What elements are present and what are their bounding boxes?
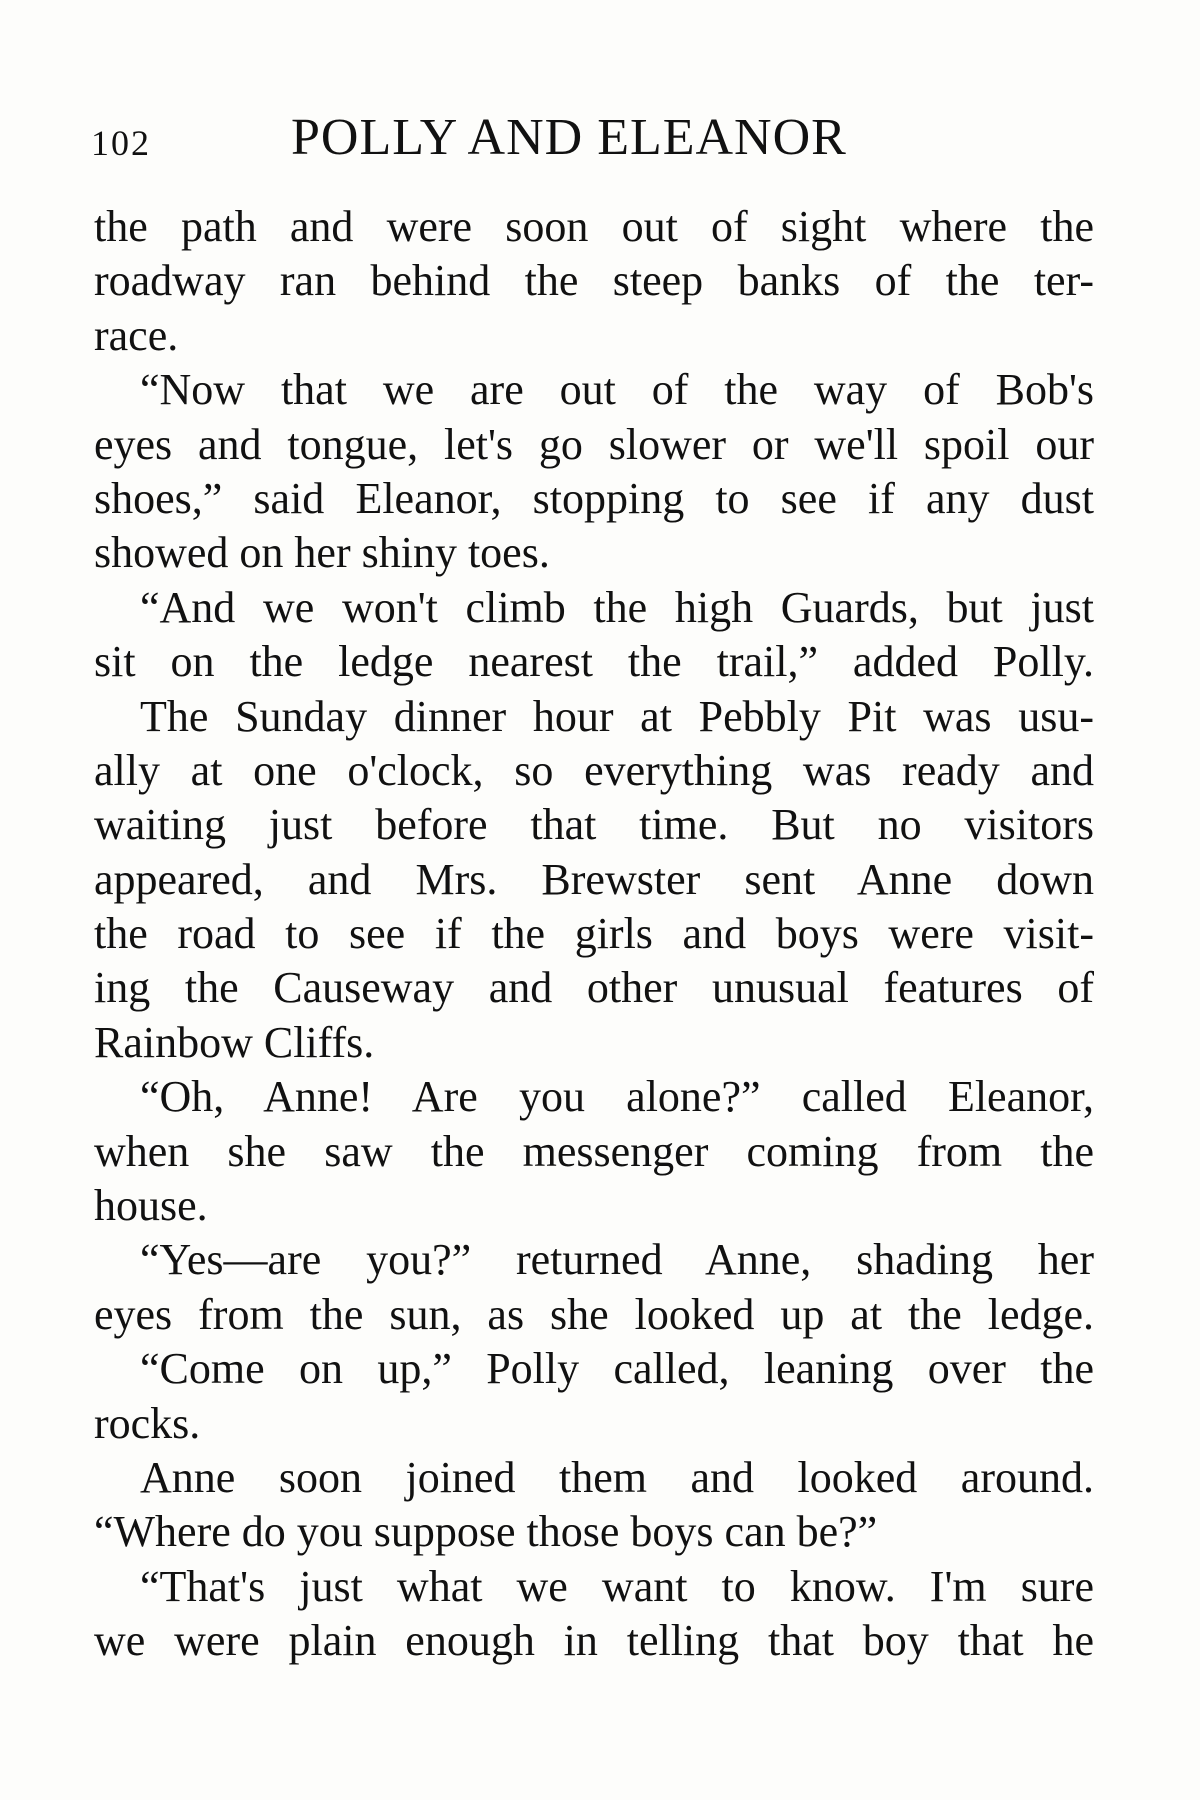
- page-header: [91, 108, 1091, 178]
- text-line: shoes,” said Eleanor, stopping to see if any dust: [94, 473, 1094, 523]
- text-line: waiting just before that time. But no visitors: [94, 800, 1094, 850]
- text-line: showed on her shiny toes.: [94, 528, 550, 578]
- text-line: house.: [94, 1181, 208, 1231]
- text-line: The Sunday dinner hour at Pebbly Pit was usu-: [140, 691, 1094, 741]
- text-line: sit on the ledge nearest the trail,” added Polly.: [94, 637, 1094, 687]
- text-line: ally at one o'clock, so everything was ready and: [94, 745, 1094, 795]
- text-line: ing the Causeway and other unusual features of: [94, 963, 1094, 1013]
- text-line: when she saw the messenger coming from the: [94, 1126, 1094, 1176]
- text-line: the road to see if the girls and boys were visit-: [94, 909, 1094, 959]
- text-line: Rainbow Cliffs.: [94, 1017, 375, 1067]
- text-line: “Come on up,” Polly called, leaning over the: [140, 1344, 1094, 1394]
- text-line: the path and were soon out of sight where the: [94, 202, 1094, 251]
- text-line: “That's just what we want to know. I'm sure: [140, 1561, 1094, 1611]
- text-line: rocks.: [94, 1398, 201, 1448]
- text-line: Anne soon joined them and looked around.: [140, 1452, 1094, 1502]
- text-line: eyes from the sun, as she looked up at the ledge.: [94, 1289, 1094, 1339]
- text-line: roadway ran behind the steep banks of the ter-: [94, 256, 1094, 306]
- text-line: we were plain enough in telling that boy that he: [94, 1616, 1094, 1666]
- text-line: “And we won't climb the high Guards, but just: [140, 582, 1094, 632]
- text-line: race.: [94, 310, 179, 360]
- running-title: POLLY AND ELEANOR: [291, 109, 847, 166]
- body-text: [94, 200, 1094, 1669]
- text-line: “Oh, Anne! Are you alone?” called Eleanor,: [140, 1072, 1094, 1122]
- page-number: 102: [91, 123, 151, 163]
- text-line: “Yes—are you?” returned Anne, shading her: [140, 1235, 1094, 1285]
- text-line: “Now that we are out of the way of Bob's: [140, 365, 1094, 415]
- text-line: appeared, and Mrs. Brewster sent Anne down: [94, 854, 1094, 904]
- text-line: “Where do you suppose those boys can be?”: [94, 1507, 878, 1557]
- text-line: eyes and tongue, let's go slower or we'll spoil our: [94, 419, 1094, 469]
